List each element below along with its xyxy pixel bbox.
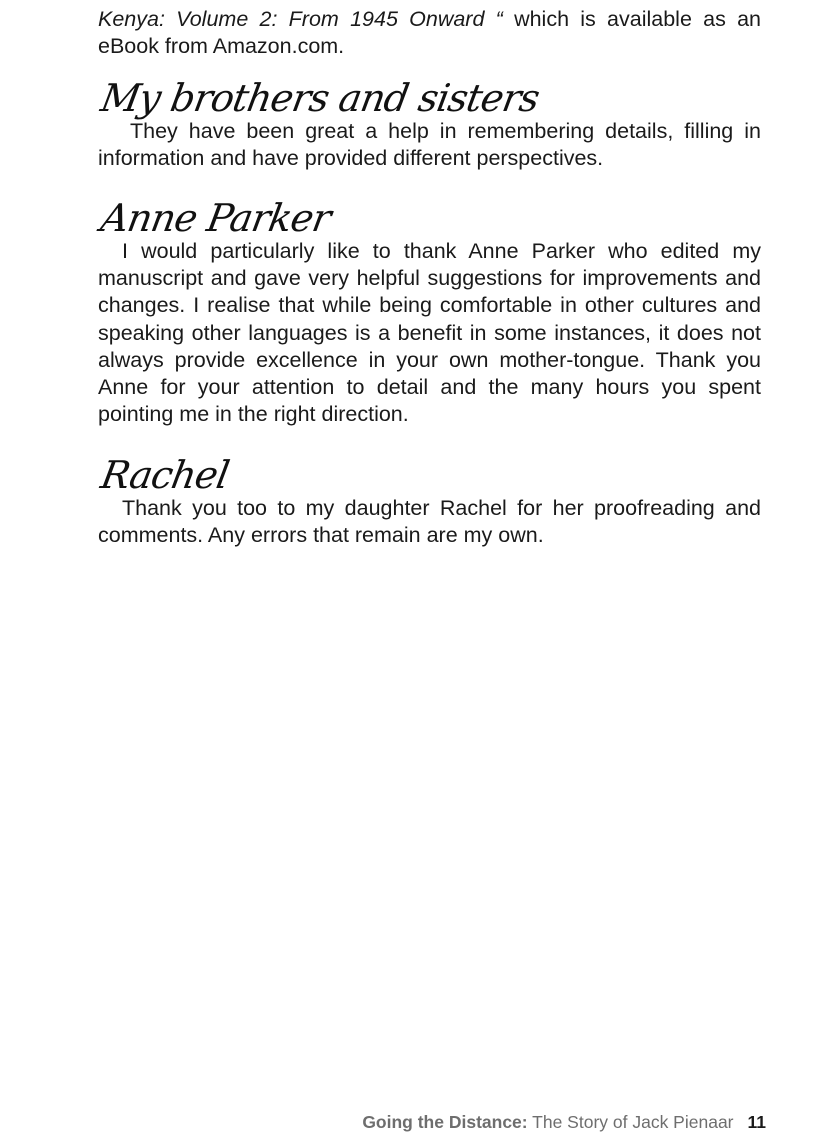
heading-rachel: Rachel [97,453,232,497]
body-rachel: Thank you too to my daughter Rachel for her proofreading and comments. Any errors that remain are my own. [98,496,761,548]
intro-paragraph [98,6,761,60]
body-brothers-sisters: They have been great a help in remembering details, filling in information and have provided different perspectives. [98,119,761,171]
page-number: 11 [747,1112,766,1132]
heading-anne-parker: Anne Parker [97,196,334,240]
section-anne-parker [98,198,761,428]
heading-brothers-sisters: My brothers and sisters [97,76,543,120]
footer-book-title: Going the Distance: [362,1112,528,1132]
section-brothers-sisters [98,78,761,172]
section-rachel [98,455,761,549]
page-content [97,0,761,548]
intro-text: which is available as an eBook from Amazon.com. [98,7,761,59]
book-title-italic: Kenya: Volume 2: From 1945 Onward “ [98,7,503,31]
page-footer [362,1110,766,1134]
body-anne-parker: I would particularly like to thank Anne Parker who edited my manuscript and gave very helpful suggestions for improvements and changes. I realise that while being comfortable in other cultures and speaking other languages is a benefit in some instances, it does not always provide excellence in your own mother-tongue. Thank you Anne for your attention to detail and the many hours you spent pointing me in the right direction. [98,239,761,427]
footer-subtitle: The Story of Jack Pienaar [527,1112,734,1132]
